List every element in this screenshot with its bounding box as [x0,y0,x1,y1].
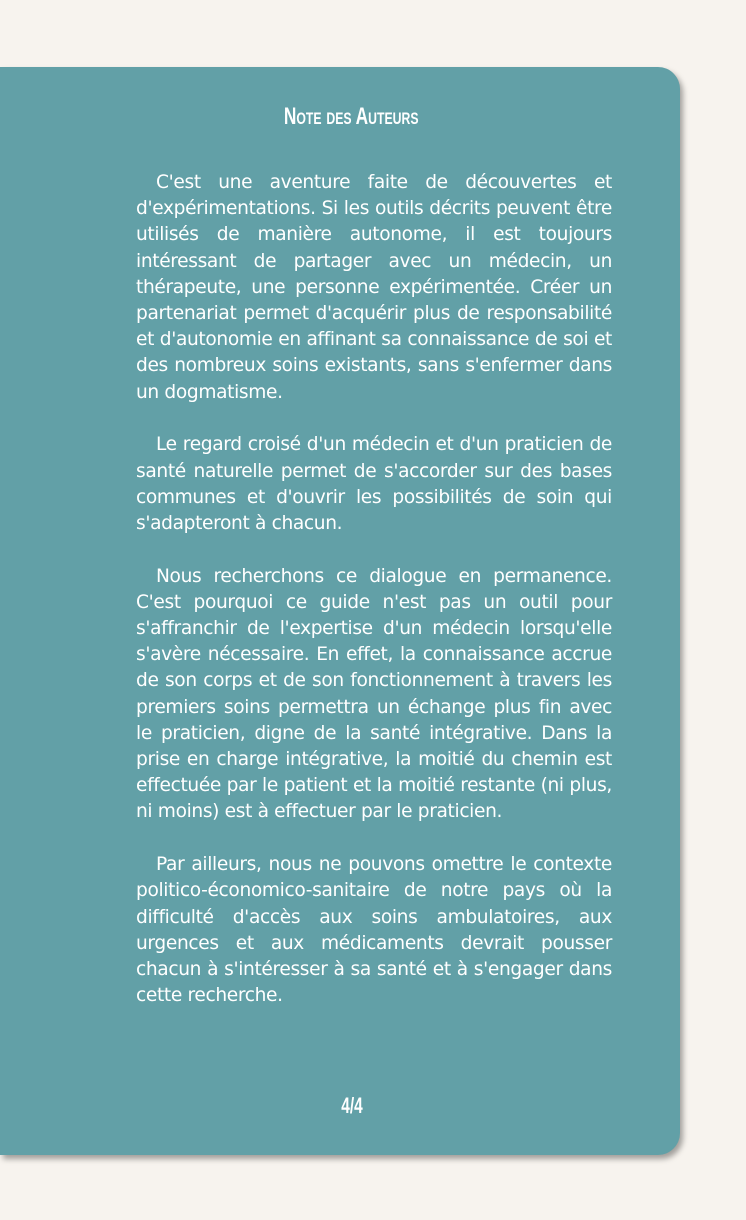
content-card [0,67,680,1155]
paragraph-2: Le regard croisé d'un médecin et d'un praticien de santé naturelle permet de s'accorder sur des bases communes et d'ouvrir les possibilités de soin qui s'adapteront à chacun. [136,434,612,534]
page-number: 4/4 [341,1093,363,1118]
paragraph-1: C'est une aventure faite de découvertes et d'expérimentations. Si les outils décrits peuvent être utilisés de manière autonome, il est toujours intéressant de partager avec un médecin, un thérapeute, une personne expérimentée. Créer un partenariat permet d'acquérir plus de responsabilité et d'autonomie en affinant sa connaissance de soi et des nombreux soins existants, sans s'enfermer dans un dogmatisme. [136,172,612,403]
page-title: Note des Auteurs [283,103,419,130]
paragraph-4: Par ailleurs, nous ne pouvons omettre le contexte politico-économico-sanitaire de notre pays où la difficulté d'accès aux soins ambulatoires, aux urgences et aux médicaments devrait pousser chacun à s'intéresser à sa santé et à s'engager dans cette recherche. [136,854,612,1007]
paragraph-3: Nous recherchons ce dialogue en permanence. C'est pourquoi ce guide n'est pas un outil pour s'affranchir de l'expertise d'un médecin lorsqu'elle s'avère nécessaire. En effet, la connaissance accrue de son corps et de son fonctionnement à travers les premiers soins permettra un échange plus fin avec le praticien, digne de la santé intégrative. Dans la prise en charge intégrative, la moitié du chemin est effectuée par le patient et la moitié restante (ni plus, ni moins) est à effectuer par le praticien. [136,565,612,823]
body-text [136,170,612,1036]
